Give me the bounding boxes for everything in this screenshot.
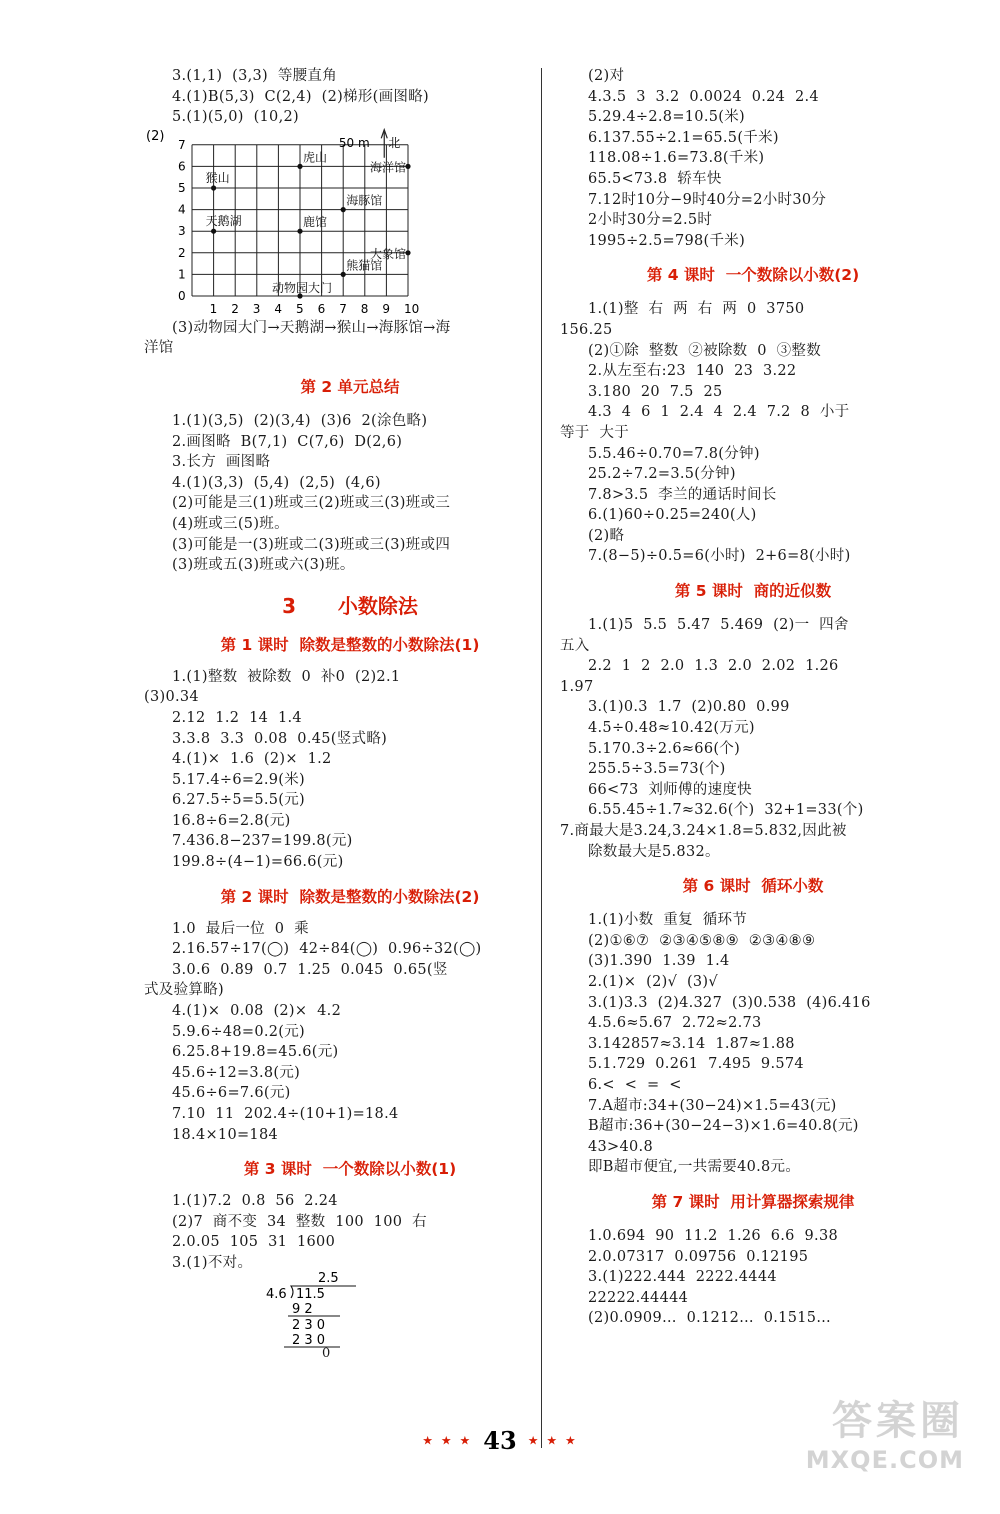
lesson4-answer-line: (2)①除 整数 ②被除数 0 ③整数 (588, 342, 822, 359)
answer-line: 5.(1)(5,0) (10,2) (172, 109, 299, 126)
lesson1-answer-line: 7.436.8−237=199.8(元) (172, 833, 353, 850)
grid-x-tick: 8 (360, 301, 369, 316)
lesson4-answer-line: 7.(8−5)÷0.5=6(小时) 2+6=8(小时) (588, 548, 851, 565)
unit2-answer-line: (3)班或五(3)班或六(3)班。 (172, 557, 355, 574)
site-watermark (806, 1389, 964, 1474)
grid-y-tick: 1 (178, 267, 186, 282)
lesson1-answer-line: 6.27.5÷5=5.5(元) (172, 792, 306, 809)
grid-x-tick: 1 (209, 301, 218, 316)
footer-stars-right: ★ ★ ★ (527, 1433, 578, 1448)
division-step-2: 2 3 0 (292, 1317, 326, 1333)
lesson4-answer-line: 2.从左至右:23 140 23 3.22 (588, 363, 797, 380)
lesson4-answers (560, 299, 918, 567)
unit3-title: 3 小数除法 (282, 593, 418, 618)
grid-y-tick: 6 (178, 159, 186, 174)
lesson5-answer-line: 255.5÷3.5=73(个) (588, 761, 726, 778)
place-dot (297, 164, 302, 169)
lesson5-answer-line: 3.(1)0.3 1.7 (2)0.80 0.99 (588, 699, 790, 716)
section-title-lesson1: 第 1 课时 除数是整数的小数除法(1) (220, 635, 480, 654)
lesson5-answer-line: 4.5÷0.48≈10.42(万元) (588, 720, 755, 737)
lesson6-answer-line: 4.5.6≈5.67 2.72≈2.73 (588, 1015, 762, 1032)
grid-x-tick: 10 (404, 301, 420, 316)
division-quotient: 2.5 (318, 1270, 339, 1286)
lesson3-answer-line: 65.5<73.8 轿车快 (588, 170, 722, 187)
place-label: 虎山 (303, 150, 328, 165)
coordinate-grid-figure (144, 128, 524, 318)
lesson1-answer-line: 4.(1)× 1.6 (2)× 1.2 (172, 751, 332, 768)
place-dot (405, 250, 410, 255)
unit2-answer-line: 2.画图略 B(7,1) C(7,6) D(2,6) (172, 433, 403, 450)
left-column (144, 66, 528, 1361)
section-title-lesson7: 第 7 课时 用计算器探索规律 (651, 1192, 855, 1211)
footer-stars-left: ★ ★ ★ (422, 1433, 473, 1448)
lesson2-answer-line: 5.9.6÷48=0.2(元) (172, 1023, 306, 1040)
place-label: 天鹅湖 (205, 213, 242, 228)
place-dot (341, 272, 346, 277)
lesson3-answer-line: (2)7 商不变 34 整数 100 100 右 (172, 1213, 427, 1230)
grid-x-tick: 5 (296, 301, 304, 316)
grid-y-tick: 2 (178, 245, 186, 260)
lesson2-answer-line: 7.10 11 202.4÷(10+1)=18.4 (172, 1106, 399, 1122)
route-answer (144, 318, 528, 359)
lesson3-answer-line: 5.29.4÷2.8=10.5(米) (588, 109, 745, 126)
lesson2-answer-line: 1.0 最后一位 0 乘 (172, 920, 309, 937)
grid-y-tick: 3 (178, 223, 186, 238)
lesson6-answers (588, 910, 918, 1178)
lesson3-answer-line: 3.(1)不对。 (172, 1254, 253, 1271)
lesson4-answer-line: 5.5.46÷0.70=7.8(分钟) (588, 445, 760, 462)
lesson5-answer-line: 7.商最大是3.24,3.24×1.8=5.832,因此被 (560, 823, 847, 839)
unit2-answer-line: 4.(1)(3,3) (5,4) (2,5) (4,6) (172, 474, 381, 491)
section-title-lesson6: 第 6 课时 循环小数 (682, 877, 824, 896)
answer-line: 3.(1,1) (3,3) 等腰直角 (172, 68, 338, 84)
lesson3-answer-line: 1.(1)7.2 0.8 56 2.24 (172, 1193, 338, 1210)
lesson6-answer-line: 7.A超市:34+(30−24)×1.5=43(元) (588, 1097, 837, 1114)
place-dot (405, 164, 410, 169)
watermark-url: MXQE.COM (805, 1446, 964, 1474)
lesson1-answer-line: 1.(1)整数 被除数 0 补0 (2)2.1 (172, 668, 401, 685)
grid-x-tick: 6 (317, 301, 326, 316)
answers-unit2-continued (172, 66, 528, 128)
lesson4-answer-line: 25.2÷7.2=3.5(分钟) (588, 466, 736, 483)
lesson6-answer-line: 3.142857≈3.14 1.87≈1.88 (588, 1035, 795, 1052)
lesson5-answer-line: 除数最大是5.832。 (588, 843, 720, 860)
grid-x-tick: 7 (339, 301, 347, 316)
grid-x-tick: 4 (274, 301, 283, 316)
division-remainder: 0 (322, 1345, 331, 1361)
lesson2-answers (144, 919, 528, 1146)
lesson3-answer-line: 1995÷2.5=798(千米) (588, 232, 746, 249)
section-title-lesson3: 第 3 课时 一个数除以小数(1) (243, 1160, 457, 1179)
lesson4-answer-line: 4.3 4 6 1 2.4 4 2.4 7.2 8 小于 (588, 404, 850, 421)
lesson5-answer-line: 1.97 (560, 678, 594, 695)
lesson5-answers (560, 615, 918, 862)
unit2-answer-line: 3.长方 画图略 (172, 454, 271, 471)
division-step-3: 2 3 0 (292, 1332, 326, 1348)
place-dot (211, 185, 216, 190)
grid-part-label: (2) (146, 128, 165, 144)
lesson6-answer-line: (2)①⑥⑦ ②③④⑤⑧⑨ ②③④⑧⑨ (588, 932, 816, 949)
grid-x-tick: 9 (382, 301, 391, 316)
section-title-lesson4: 第 4 课时 一个数除以小数(2) (646, 266, 860, 285)
grid-x-tick: 3 (252, 301, 261, 316)
lesson4-answer-line: 156.25 (560, 321, 613, 338)
lesson3-answers (172, 1191, 528, 1273)
lesson7-answer-line: (2)0.0909… 0.1212… 0.1515… (588, 1310, 832, 1327)
lesson4-answer-line: 3.180 20 7.5 25 (588, 383, 723, 400)
lesson6-answer-line: 即B超市便宜,一共需要40.8元。 (588, 1159, 801, 1176)
lesson1-answer-line: 2.12 1.2 14 1.4 (172, 709, 302, 726)
section-title-lesson2: 第 2 课时 除数是整数的小数除法(2) (220, 887, 480, 906)
lesson1-answers (144, 667, 528, 873)
lesson3-answer-line: (2)对 (588, 68, 625, 84)
lesson7-answer-line: 3.(1)222.444 2222.4444 (588, 1269, 777, 1286)
lesson4-answer-line: 6.(1)60÷0.25=240(人) (588, 507, 757, 524)
place-label: 大象馆 (369, 246, 406, 261)
place-label: 鹿馆 (303, 214, 328, 229)
section-title-unit2-summary: 第 2 单元总结 (300, 377, 400, 396)
lesson7-answer-line: 1.0.694 90 11.2 1.26 6.6 9.38 (588, 1227, 839, 1244)
place-label: 动物园大门 (272, 280, 333, 295)
grid-scale-label: 50 m (338, 135, 370, 150)
lesson3-answer-line: 2.0.05 105 31 1600 (172, 1234, 336, 1251)
unit2-answer-line: (4)班或三(5)班。 (172, 515, 289, 532)
answer-line: 4.(1)B(5,3) C(2,4) (2)梯形(画图略) (172, 88, 429, 105)
lesson2-answer-line: 式及验算略) (144, 982, 224, 999)
column-divider (541, 68, 542, 1448)
lesson6-answer-line: 6.< < = < (588, 1076, 682, 1093)
lesson5-answer-line: 6.55.45÷1.7≈32.6(个) 32+1=33(个) (588, 802, 864, 819)
lesson4-answer-line: 等于 大于 (560, 424, 630, 441)
grid-y-tick: 4 (178, 202, 186, 217)
lesson2-answer-line: 3.0.6 0.89 0.7 1.25 0.045 0.65(竖 (172, 961, 448, 978)
long-division-figure (260, 1270, 460, 1361)
lesson3-answer-line: 2小时30分=2.5时 (588, 212, 713, 229)
lesson3-answer-line: 7.12时10分−9时40分=2小时30分 (588, 191, 827, 208)
lesson2-answer-line: 2.16.57÷17(◯) 42÷84(◯) 0.96÷32(◯) (172, 941, 482, 958)
place-dot (211, 228, 216, 233)
place-label: 熊猫馆 (346, 258, 383, 273)
division-divisor: 4.6 (266, 1286, 287, 1302)
lesson2-answer-line: 18.4×10=184 (172, 1126, 279, 1143)
grid-x-tick: 2 (231, 301, 239, 316)
lesson1-answer-line: 3.3.8 3.3 0.08 0.45(竖式略) (172, 730, 388, 747)
page-number: 43 (483, 1426, 517, 1455)
lesson1-answer-line: 16.8÷6=2.8(元) (172, 812, 291, 829)
lesson6-answer-line: (3)1.390 1.39 1.4 (588, 953, 730, 970)
lesson3-answers-continued (588, 66, 918, 251)
place-label: 猴山 (205, 170, 230, 185)
lesson1-answer-line: 199.8÷(4−1)=66.6(元) (172, 854, 344, 871)
lesson7-answer-line: 2.0.07317 0.09756 0.12195 (588, 1248, 809, 1265)
division-dividend: 11.5 (296, 1286, 325, 1302)
division-step-1: 9 2 (292, 1301, 313, 1317)
route-line: (3)动物园大门→天鹅湖→猴山→海豚馆→海 (172, 319, 451, 336)
place-label: 海豚馆 (346, 193, 383, 208)
unit2-summary-answers (172, 411, 528, 576)
unit2-answer-line: (3)可能是一(3)班或二(3)班或三(3)班或四 (172, 536, 451, 553)
lesson2-answer-line: 45.6÷12=3.8(元) (172, 1064, 301, 1081)
grid-y-tick: 5 (178, 180, 186, 195)
lesson4-answer-line: 7.8>3.5 李兰的通话时间长 (588, 486, 777, 503)
lesson5-answer-line: 5.170.3÷2.6≈66(个) (588, 740, 741, 757)
lesson6-answer-line: 1.(1)小数 重复 循环节 (588, 912, 748, 929)
place-label: 海洋馆 (369, 160, 406, 175)
lesson6-answer-line: 3.(1)3.3 (2)4.327 (3)0.538 (4)6.416 (588, 994, 871, 1011)
grid-y-tick: 0 (178, 288, 186, 303)
lesson6-answer-line: 43>40.8 (588, 1138, 653, 1155)
lesson7-answers (588, 1226, 918, 1329)
lesson2-answer-line: 45.6÷6=7.6(元) (172, 1085, 291, 1102)
unit2-answer-line: (2)可能是三(1)班或三(2)班或三(3)班或三 (172, 495, 451, 512)
north-label: 北 (388, 135, 401, 150)
lesson5-answer-line: 66<73 刘师傅的速度快 (588, 781, 752, 798)
lesson4-answer-line: (2)略 (588, 527, 625, 544)
lesson1-answer-line: 5.17.4÷6=2.9(米) (172, 771, 306, 788)
lesson2-answer-line: 6.25.8+19.8=45.6(元) (172, 1044, 339, 1061)
zoo-grid-map (144, 128, 524, 318)
route-line: 洋馆 (144, 340, 174, 357)
grid-y-tick: 7 (178, 137, 186, 152)
lesson6-answer-line: 5.1.729 0.261 7.495 9.574 (588, 1056, 804, 1073)
right-column (560, 66, 918, 1329)
lesson3-answer-line: 6.137.55÷2.1=65.5(千米) (588, 129, 779, 146)
lesson3-answer-line: 118.08÷1.6=73.8(千米) (588, 150, 765, 167)
lesson2-answer-line: 4.(1)× 0.08 (2)× 4.2 (172, 1003, 342, 1020)
section-title-lesson5: 第 5 课时 商的近似数 (674, 582, 832, 601)
lesson3-answer-line: 4.3.5 3 3.2 0.0024 0.24 2.4 (588, 88, 819, 105)
lesson4-answer-line: 1.(1)整 右 两 右 两 0 3750 (588, 301, 805, 318)
lesson6-answer-line: B超市:36+(30−24−3)×1.6=40.8(元) (588, 1118, 859, 1135)
lesson5-answer-line: 五入 (560, 637, 590, 654)
unit2-answer-line: 1.(1)(3,5) (2)(3,4) (3)6 2(涂色略) (172, 412, 428, 429)
long-division-svg (260, 1270, 460, 1352)
lesson6-answer-line: 2.(1)× (2)√ (3)√ (588, 973, 718, 990)
lesson5-answer-line: 1.(1)5 5.5 5.47 5.469 (2)一 四舍 (588, 617, 849, 634)
lesson7-answer-line: 22222.44444 (588, 1289, 689, 1306)
watermark-logo-text: 答案圈 (832, 1398, 964, 1444)
lesson5-answer-line: 2.2 1 2 2.0 1.3 2.0 2.02 1.26 (588, 658, 839, 675)
place-dot (297, 228, 302, 233)
lesson1-answer-line: (3)0.34 (144, 689, 199, 706)
place-dot (341, 207, 346, 212)
